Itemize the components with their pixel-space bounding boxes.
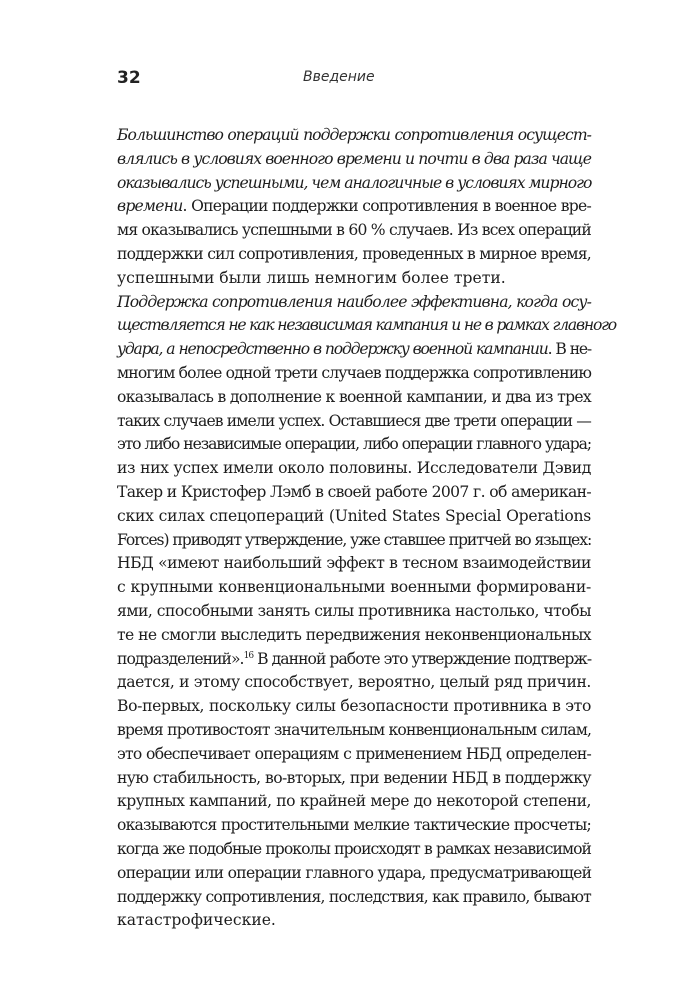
text-line xyxy=(117,362,591,386)
text-line xyxy=(117,314,616,338)
footnote-ref: 16 xyxy=(243,650,254,661)
text-line xyxy=(117,790,591,814)
text-segment: ских силах спецопераций (United States Special Operations xyxy=(117,506,591,525)
text-segment: . Операции поддержки сопротивления в военное вре- xyxy=(182,197,591,216)
text-segment: время противостоят значительным конвенциональным силам, xyxy=(117,720,592,739)
emphasis-text: Большинство операций поддержки сопротивления осущест- xyxy=(117,126,591,144)
text-line xyxy=(117,338,591,362)
emphasis-text: влялись в условиях военного времени и почти в два раза чаще xyxy=(117,149,591,168)
text-segment: оказывалась в дополнение к военной кампании, и два из трех xyxy=(117,387,591,406)
text-line xyxy=(117,243,591,267)
text-line xyxy=(117,410,591,434)
text-line xyxy=(117,172,591,196)
text-line xyxy=(117,124,591,148)
text-segment: НБД «имеют наибольший эффект в тесном взаимодействии xyxy=(117,554,591,573)
text-segment: это либо независимые операции, либо операции главного удара; xyxy=(117,435,591,454)
text-line xyxy=(117,838,591,862)
text-line xyxy=(117,648,591,672)
text-line xyxy=(117,505,591,529)
text-line xyxy=(117,195,591,219)
body-text xyxy=(117,124,616,933)
text-segment: Такер и Кристофер Лэмб в своей работе 2007 г. об американ- xyxy=(117,482,591,501)
paragraph xyxy=(117,291,616,934)
text-line xyxy=(117,481,591,505)
text-line xyxy=(117,433,591,457)
emphasis-text: времени xyxy=(117,197,183,216)
text-segment: В данной работе это утверждение подтверж- xyxy=(253,649,592,668)
text-segment: ями, способными занять силы противника настолько, чтобы xyxy=(117,601,591,620)
text-line xyxy=(117,886,591,910)
text-segment: подразделений». xyxy=(117,649,244,668)
text-segment: крупных кампаний, по крайней мере до некоторой степени, xyxy=(117,792,591,811)
text-line xyxy=(117,552,591,576)
text-segment: Forces) приводят утверждение, уже ставшее притчей во языцех: xyxy=(117,530,592,549)
text-line xyxy=(117,529,591,553)
text-segment: те не смогли выследить передвижения неконвенциональных xyxy=(117,625,591,644)
text-segment: поддержки сил сопротивления, проведенных в мирное время, xyxy=(117,244,591,263)
text-segment: . В не- xyxy=(547,340,591,359)
text-segment: многим более одной трети случаев поддержка сопротивлению xyxy=(117,363,592,382)
emphasis-text: ществляется не как независимая кампания и не в рамках главного xyxy=(117,316,616,335)
running-head: Введение xyxy=(303,69,375,85)
text-line xyxy=(117,291,591,315)
text-line xyxy=(117,719,591,743)
text-line xyxy=(117,909,591,933)
text-segment: ную стабильность, во-вторых, при ведении НБД в поддержку xyxy=(117,768,591,787)
text-line xyxy=(117,743,591,767)
emphasis-text: Поддержка сопротивления наиболее эффективна, когда осу- xyxy=(117,292,591,311)
text-line xyxy=(117,814,591,838)
text-segment: поддержку сопротивления, последствия, как правило, бывают xyxy=(117,887,591,906)
page-header xyxy=(117,68,591,94)
text-line xyxy=(117,267,591,291)
text-line xyxy=(117,671,591,695)
emphasis-text: оказывались успешными, чем аналогичные в условиях мирного xyxy=(117,173,592,192)
text-segment: из них успех имели около половины. Исследователи Дэвид xyxy=(117,459,591,478)
text-line xyxy=(117,576,591,600)
text-segment: когда же подобные проколы происходят в рамках независимой xyxy=(117,839,591,858)
paragraph xyxy=(117,124,591,291)
text-line xyxy=(117,624,591,648)
emphasis-text: удара, а непосредственно в поддержку военной кампании xyxy=(117,340,548,359)
text-line xyxy=(117,695,591,719)
text-segment: это обеспечивает операциям с применением НБД определен- xyxy=(117,744,591,763)
text-segment: Во-первых, поскольку силы безопасности противника в это xyxy=(117,697,591,716)
text-line xyxy=(117,148,591,172)
text-segment: оказываются простительными мелкие тактические просчеты; xyxy=(117,816,591,835)
text-line xyxy=(117,219,591,243)
page-number: 32 xyxy=(117,68,141,88)
text-segment: мя оказывались успешными в 60 % случаев. Из всех операций xyxy=(117,221,591,240)
text-line xyxy=(117,862,591,886)
text-segment: катастрофические. xyxy=(117,911,276,930)
text-segment: с крупными конвенциональными военными формировани- xyxy=(117,578,591,597)
text-segment: успешными были лишь немногим более трети. xyxy=(117,268,506,287)
text-line xyxy=(117,600,591,624)
text-segment: операции или операции главного удара, предусматривающей xyxy=(117,863,592,882)
text-line xyxy=(117,386,591,410)
text-line xyxy=(117,767,591,791)
text-segment: таких случаев имели успех. Оставшиеся две трети операции — xyxy=(117,411,591,430)
text-segment: дается, и этому способствует, вероятно, целый ряд причин. xyxy=(117,673,591,692)
text-line xyxy=(117,457,591,481)
